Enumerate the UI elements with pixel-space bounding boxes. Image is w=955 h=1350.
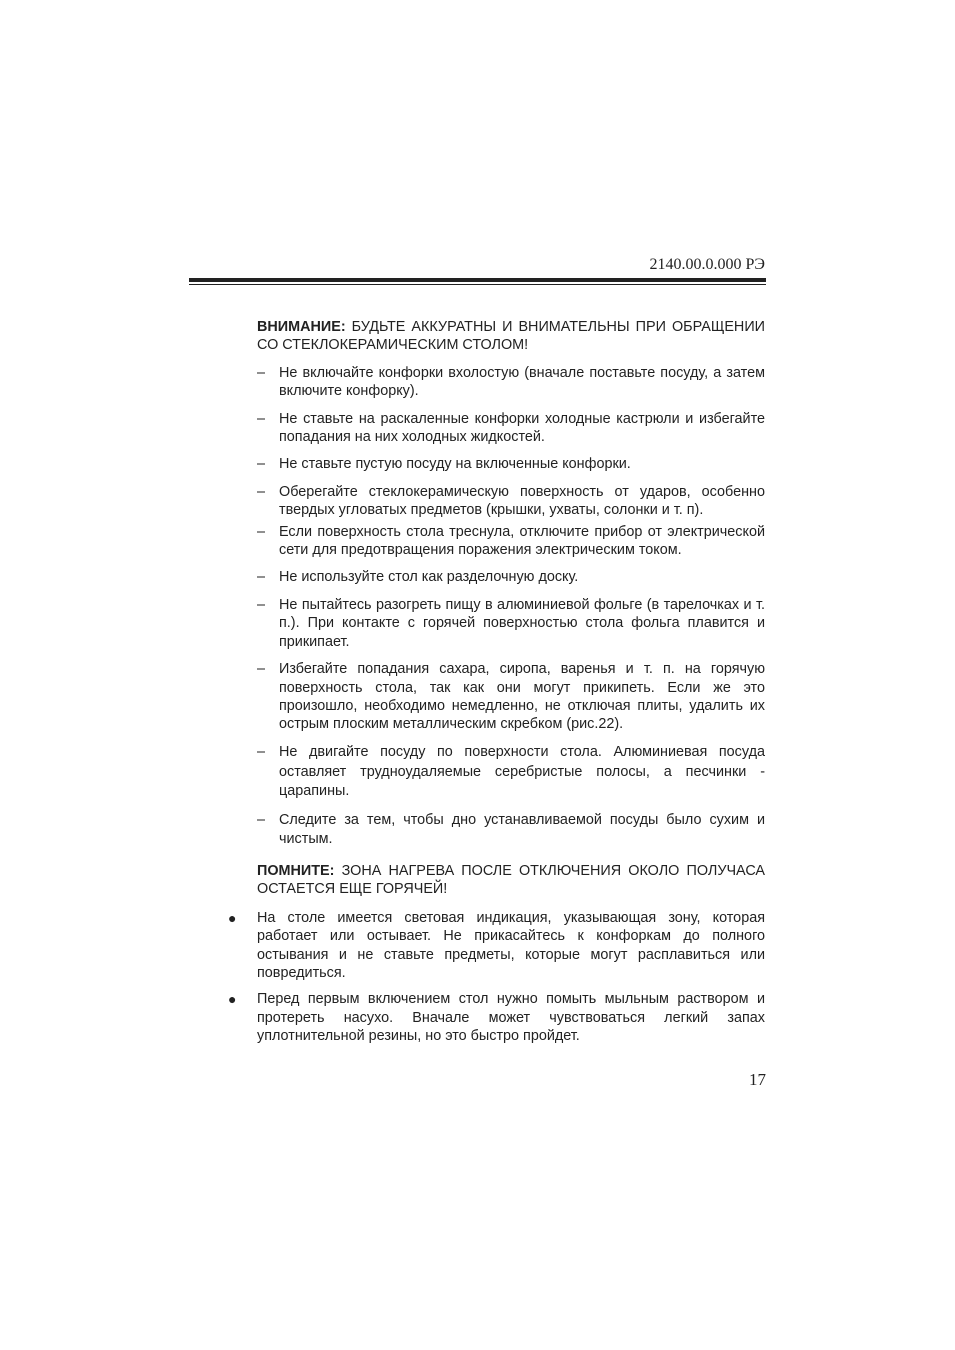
page-content bbox=[228, 318, 766, 1054]
warning-text: БУДЬТЕ АККУРАТНЫ И ВНИМАТЕЛЬНЫ ПРИ ОБРАЩЕНИИ СО СТЕКЛОКЕРАМИЧЕСКИМ СТОЛОМ! bbox=[257, 319, 766, 354]
dash-marker: – bbox=[257, 661, 266, 678]
warning-label: ВНИМАНИЕ: bbox=[257, 319, 346, 335]
warning-notice bbox=[257, 318, 765, 355]
precautions-list bbox=[257, 364, 765, 848]
list-item: ● Перед первым включением стол нужно помыть мыльным раствором и протереть насухо. Вначале может чувствоваться легкий запах уплотнительной резины, но это быстро пройдет. bbox=[228, 991, 765, 1045]
dash-marker: – bbox=[257, 812, 266, 829]
list-item: – Следите за тем, чтобы дно устанавливаемой посуды было сухим и чистым. bbox=[257, 812, 765, 847]
list-item: – Не используйте стол как разделочную доску. bbox=[257, 569, 579, 586]
document-code: 2140.00.0.000 РЭ bbox=[649, 256, 765, 273]
remember-text: ЗОНА НАГРЕВА ПОСЛЕ ОТКЛЮЧЕНИЯ ОКОЛО ПОЛУЧАСА ОСТАЕТСЯ ЕЩЕ ГОРЯЧЕЙ! bbox=[257, 862, 766, 898]
list-item: – Не двигайте посуду по поверхности стола. Алюминиевая посуда оставляет трудноудаляемые серебристые полосы, а песчинки - царапины. bbox=[257, 743, 765, 800]
info-bullet-list bbox=[228, 909, 765, 1046]
dash-marker: – bbox=[257, 743, 266, 760]
header-rule-thick bbox=[189, 278, 766, 282]
bullet-icon: ● bbox=[228, 909, 237, 926]
dash-marker: – bbox=[257, 456, 266, 473]
list-item: – Избегайте попадания сахара, сиропа, варенья и т. п. на горячую поверхность стола, так как они могут прикипеть. Если же это произошло, необходимо немедленно, не отключая плиты, удалить их острым плоским металлическим скребком (рис.22). bbox=[257, 661, 765, 733]
list-item: – Не ставьте на раскаленные конфорки холодные кастрюли и избегайте попадания на них холодных жидкостей. bbox=[257, 410, 765, 446]
bullet-icon: ● bbox=[228, 991, 237, 1008]
header-rule-thin bbox=[189, 284, 766, 285]
dash-marker: – bbox=[257, 596, 266, 613]
list-item: – Не включайте конфорки вхолостую (вначале поставьте посуду, а затем включите конфорку). bbox=[257, 364, 765, 400]
list-item: ● На столе имеется световая индикация, указывающая зону, которая работает или остывает. Не прикасайтесь к конфоркам до полного остывания и не ставьте предметы, которые могут расплавиться или повредиться. bbox=[228, 909, 765, 981]
page-number: 17 bbox=[749, 1070, 766, 1089]
list-item: – Оберегайте стеклокерамическую поверхность от ударов, особенно твердых угловатых предметов (крышки, ухваты, солонки и т. п). bbox=[257, 483, 765, 519]
dash-marker: – bbox=[257, 410, 266, 427]
dash-marker: – bbox=[257, 364, 266, 381]
remember-notice bbox=[257, 862, 765, 899]
dash-marker: – bbox=[257, 569, 266, 586]
dash-marker: – bbox=[257, 523, 266, 540]
list-item: – Не пытайтесь разогреть пищу в алюминиевой фольге (в тарелочках и т. п.). При контакте с горячей поверхностью стола фольга плавится и прикипает. bbox=[257, 596, 765, 650]
list-item: – Если поверхность стола треснула, отключите прибор от электрической сети для предотвращения поражения электрическим током. bbox=[257, 523, 765, 559]
dash-marker: – bbox=[257, 483, 266, 500]
remember-label: ПОМНИТЕ: bbox=[257, 862, 335, 879]
list-item: – Не ставьте пустую посуду на включенные конфорки. bbox=[257, 456, 631, 473]
